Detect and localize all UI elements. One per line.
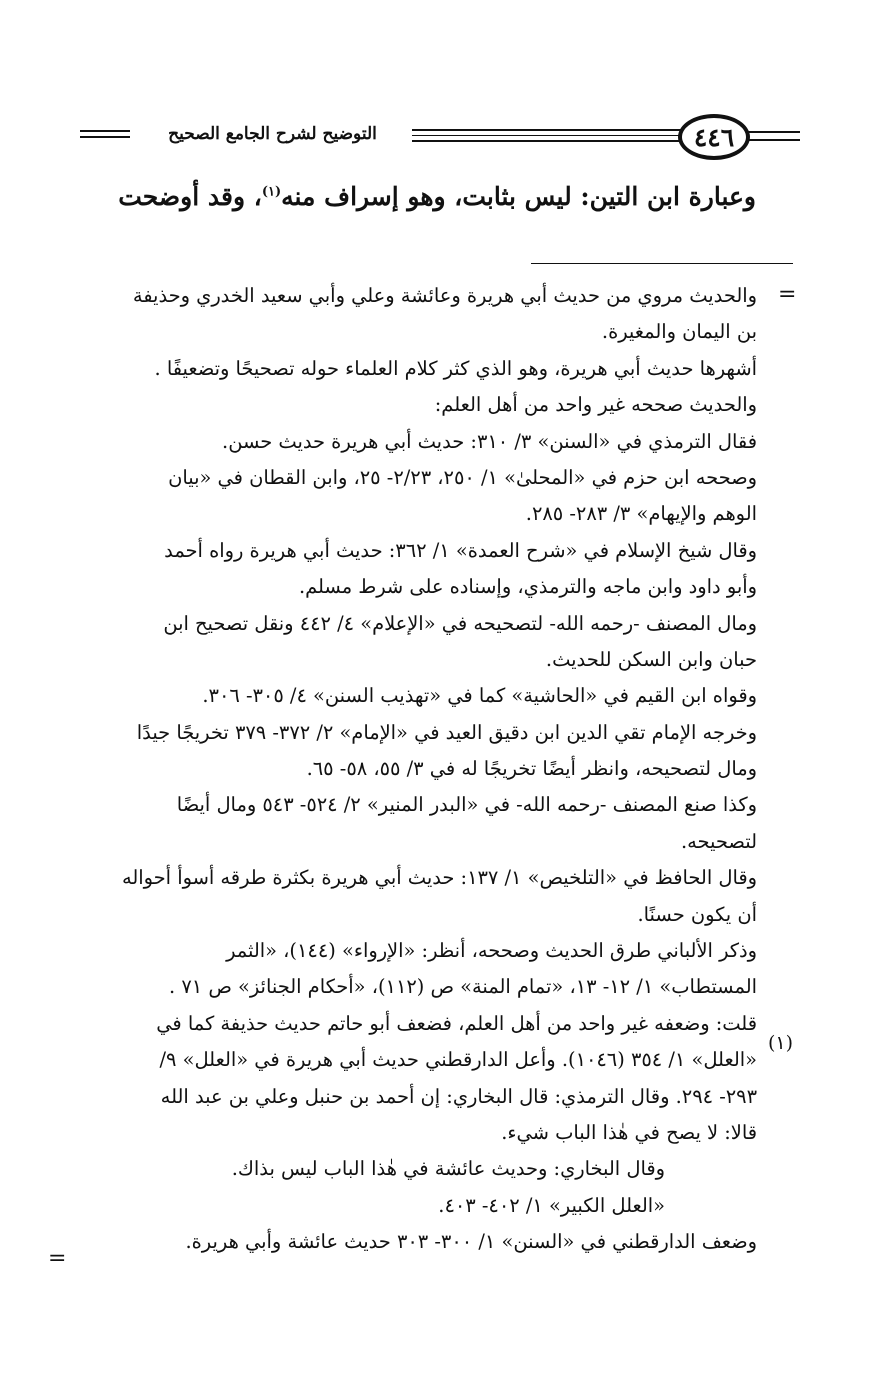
page-header [80, 112, 800, 166]
footnote-line: لتصحيحه. [680, 829, 757, 853]
footnote-line: وقال شيخ الإسلام في «شرح العمدة» ١/ ٣٦٢: حديث أبي هريرة رواه أحمد [164, 538, 757, 562]
header-rule [412, 129, 692, 131]
footnote-line: وضعف الدارقطني في «السنن» ١/ ٣٠٠- ٣٠٣ حديث عائشة وأبي هريرة. [185, 1230, 757, 1254]
footnote-number: (١) [768, 1032, 794, 1054]
footnote-divider [531, 263, 793, 264]
footnote-line: وقال الحافظ في «التلخيص» ١/ ١٣٧: حديث أبي هريرة بكثرة طرقه أسوأ أحواله [121, 866, 757, 890]
header-rule [748, 139, 800, 141]
footnote-line: حبان وابن السكن للحديث. [545, 647, 757, 671]
main-text-line [80, 182, 756, 211]
footnote-line: أشهرها حديث أبي هريرة، وهو الذي كثر كلام العلماء حوله تصحيحًا وتضعيفًا . [154, 356, 757, 380]
header-rule [80, 130, 130, 132]
footnotes-block [78, 278, 757, 1261]
footnote-line: والحديث صححه غير واحد من أهل العلم: [434, 393, 757, 417]
footnote-reference: (١) [261, 184, 282, 200]
footnote-line: «العلل الكبير» ١/ ٤٠٢- ٤٠٣. [438, 1193, 665, 1217]
footnote-line: وقال البخاري: وحديث عائشة في هٰذا الباب ليس بذاك. [231, 1157, 665, 1181]
footnote-line: وصححه ابن حزم في «المحلىٰ» ١/ ٢٥٠، ٢/٢٣- ٢٥، وابن القطان في «بيان [168, 465, 757, 489]
main-text-start: وعبارة ابن التين: ليس بثابت، وهو إسراف منه [281, 182, 756, 211]
header-rule [412, 135, 692, 136]
footnote-line: قالا: لا يصح في هٰذا الباب شيء. [501, 1120, 757, 1144]
footnote-line: وقواه ابن القيم في «الحاشية» كما في «تهذيب السنن» ٤/ ٣٠٥- ٣٠٦. [202, 684, 757, 708]
running-title: التوضيح لشرح الجامع الصحيح [168, 124, 377, 144]
footnote-line: وكذا صنع المصنف -رحمه الله- في «البدر المنير» ٢/ ٥٢٤- ٥٤٣ ومال أيضًا [176, 793, 757, 817]
footnote-line: أن يكون حسنًا. [637, 902, 757, 926]
footnote-line: والحديث مروي من حديث أبي هريرة وعائشة وعلي وأبي سعيد الخدري وحذيفة [132, 284, 757, 307]
footnote-line: فقال الترمذي في «السنن» ٣/ ٣١٠: حديث أبي هريرة حديث حسن. [222, 429, 757, 453]
header-rule [748, 131, 800, 133]
continuation-mark: = [48, 1246, 67, 1271]
footnote-line: وأبو داود وابن ماجه والترمذي، وإسناده على شرط مسلم. [298, 575, 757, 599]
continuation-mark: = [778, 282, 797, 307]
header-rule [80, 136, 130, 138]
footnote-line: قلت: وضعفه غير واحد من أهل العلم، فضعف أبو حاتم حديث حذيفة كما في [156, 1011, 757, 1035]
footnote-line: «العلل» ١/ ٣٥٤ (١٠٤٦). وأعل الدارقطني حديث أبي هريرة في «العلل» ٩/ [159, 1048, 757, 1072]
page-number: ٤٤٦ [678, 114, 750, 160]
footnote-line: وذكر الألباني طرق الحديث وصححه، أنظر: «الإرواء» (١٤٤)، «الثمر [226, 939, 757, 963]
footnote-line: ومال لتصحيحه، وانظر أيضًا تخريجًا له في ٣/ ٥٥، ٥٨- ٦٥. [306, 757, 757, 781]
footnote-line: المستطاب» ١/ ١٢- ١٣، «تمام المنة» ص (١١٢)، «أحكام الجنائز» ص ٧١ . [169, 975, 757, 999]
footnote-line: بن اليمان والمغيرة. [601, 320, 757, 344]
footnote-line: الوهم والإيهام» ٣/ ٢٨٣- ٢٨٥. [525, 502, 757, 526]
main-text-end: ، وقد أوضحت [118, 182, 262, 211]
header-rule [412, 140, 692, 142]
footnote-line: ٢٩٣- ٢٩٤. وقال الترمذي: قال البخاري: إن أحمد بن حنبل وعلي بن عبد الله [160, 1084, 757, 1108]
footnote-line: وخرجه الإمام تقي الدين ابن دقيق العيد في «الإمام» ٢/ ٣٧٢- ٣٧٩ تخريجًا جيدًا [136, 720, 757, 744]
footnote-line: ومال المصنف -رحمه الله- لتصحيحه في «الإعلام» ٤/ ٤٤٢ ونقل تصحيح ابن [163, 611, 757, 635]
